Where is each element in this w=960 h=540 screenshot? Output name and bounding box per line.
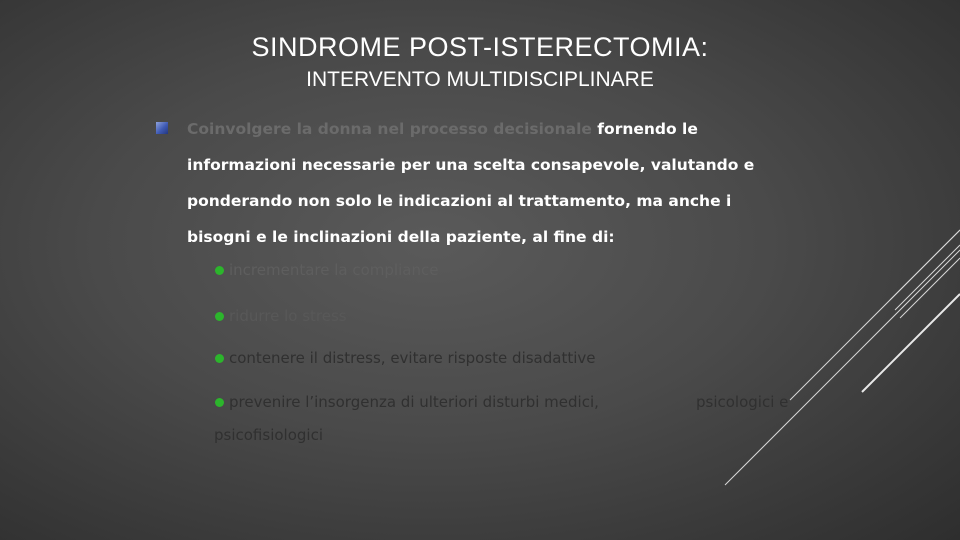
deco-line-thick — [862, 294, 960, 392]
list-item: ridurre lo stress — [229, 307, 347, 325]
dot-bullet-icon — [215, 398, 224, 407]
dot-bullet-icon — [215, 266, 224, 275]
list-item: contenere il distress, evitare risposte disadattive — [229, 349, 596, 367]
list-item: incrementare la compliance — [229, 261, 439, 279]
list-item: prevenire l’insorgenza di ulteriori disturbi medici, — [229, 393, 599, 411]
deco-line-3 — [900, 258, 960, 318]
paragraph-faint-text: Coinvolgere la donna nel processo decisionale — [187, 120, 598, 138]
dot-bullet-icon — [215, 354, 224, 363]
deco-line-2 — [895, 245, 960, 310]
slide-subtitle: INTERVENTO MULTIDISCIPLINARE — [306, 68, 654, 91]
deco-line-4 — [725, 250, 960, 485]
list-item-right-text: psicologici e — [696, 393, 789, 411]
paragraph-text: fornendo le informazioni necessarie per una scelta consapevole, valutando e ponderando non solo le indicazioni al trattamento, ma anche i bisogni e le inclinazioni della paziente, al fine di: — [187, 120, 755, 246]
main-paragraph — [187, 111, 797, 255]
deco-line-5 — [790, 230, 960, 400]
slide-title: SINDROME POST-ISTERECTOMIA: — [251, 32, 709, 62]
square-bullet-icon — [156, 122, 168, 134]
list-item-continuation: psicofisiologici — [214, 426, 323, 444]
dot-bullet-icon — [215, 312, 224, 321]
